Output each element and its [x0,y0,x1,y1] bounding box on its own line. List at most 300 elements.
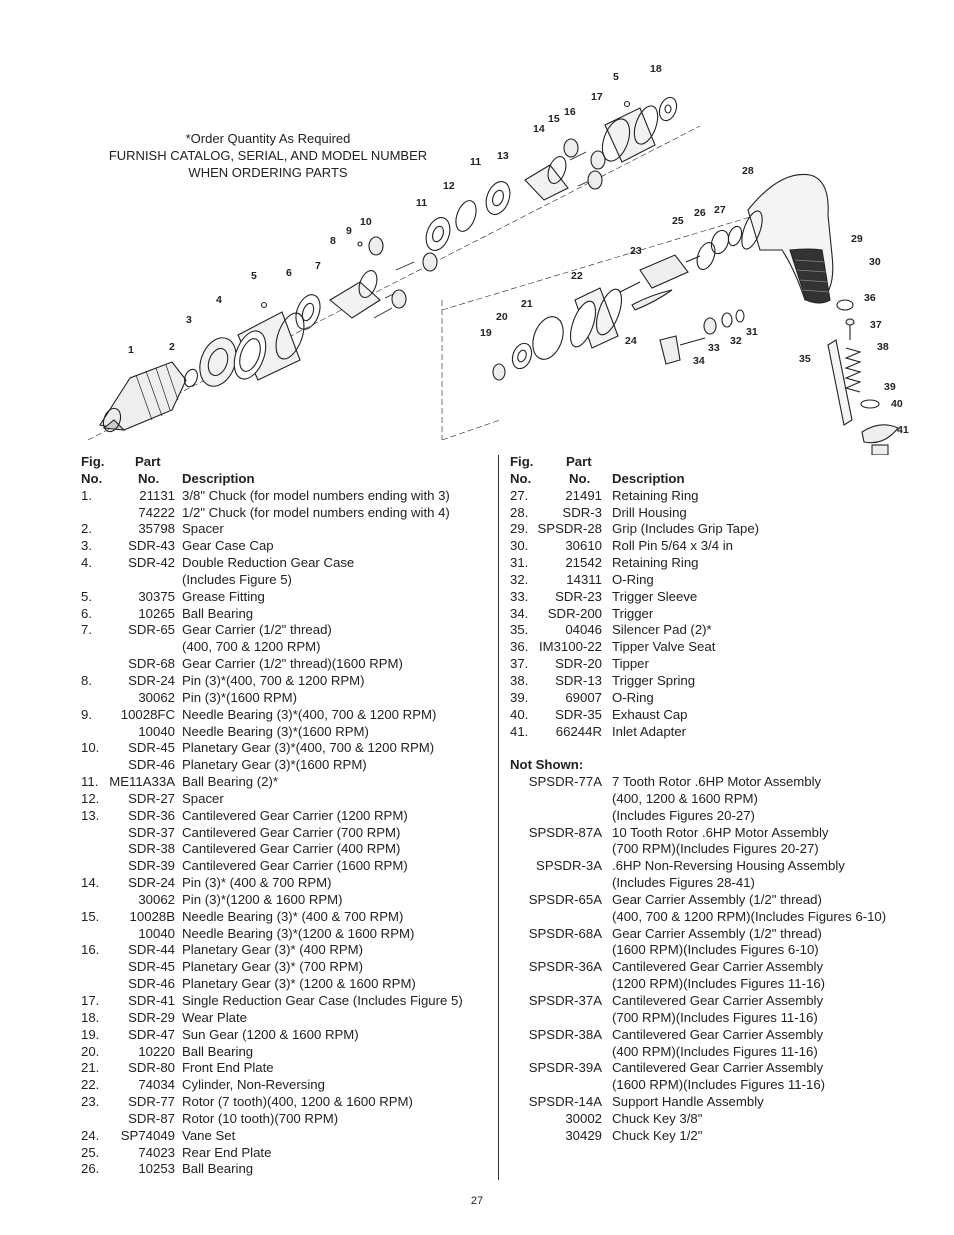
part-number: 30062 [138,891,175,907]
part-number: 10265 [138,605,175,621]
callout-label: 6 [286,267,292,279]
table-row [81,976,491,993]
part-description: Double Reduction Gear Case [182,555,355,571]
fig-number: 37. [510,656,529,672]
header-description: Description [612,470,685,486]
table-row [81,825,491,842]
part-description: Cantilevered Gear Carrier (1200 RPM) [182,807,408,823]
order-note-line-1: *Order Quantity As Required [185,131,351,146]
callout-label: 3 [186,314,192,326]
part-number: 30429 [565,1127,602,1143]
part-description: Chuck Key 3/8" [612,1110,703,1126]
callout-label: 37 [870,319,882,331]
part-number: SDR-3 [562,504,602,520]
part-description: Pin (3)* (400 & 700 RPM) [182,875,332,891]
fig-number: 29. [510,521,529,537]
fig-number: 23. [81,1094,100,1110]
fig-number: 14. [81,875,100,891]
part-description: Cantilevered Gear Carrier (1600 RPM) [182,858,408,874]
part-number: SDR-46 [128,976,175,992]
part-number: 10040 [138,925,175,941]
callout-label: 33 [708,342,720,354]
callout-label: 16 [564,106,576,118]
callout-label: 10 [360,216,372,228]
fig-number: 6. [81,605,92,621]
table-row [81,1077,491,1094]
part-number: 30002 [565,1110,602,1126]
part-description: (Includes Figure 5) [182,571,292,587]
table-row [510,774,920,791]
table-row [81,757,491,774]
table-row [510,892,920,909]
fig-number: 28. [510,504,529,520]
table-row [81,1027,491,1044]
callout-label: 26 [694,207,706,219]
table-row [510,808,920,825]
fig-number: 5. [81,588,92,604]
part-number: 10040 [138,723,175,739]
part-description: (Includes Figures 28-41) [612,875,755,891]
fig-number: 11. [81,774,99,790]
part-description: Gear Case Cap [182,538,274,554]
header-fig: Fig. [81,454,105,469]
vane-set-part [632,290,672,310]
table-row [510,555,920,572]
order-note-line-3: WHEN ORDERING PARTS [188,165,348,180]
tipper-valve-seat-part [837,300,853,310]
part-description: Sun Gear (1200 & 1600 RPM) [182,1026,359,1042]
header-part: Part [566,454,592,469]
table-row [81,505,491,522]
part-number: 21542 [565,555,602,571]
part-description: Ball Bearing [182,1043,254,1059]
part-number: 35798 [138,521,175,537]
table-header-row-2 [81,471,491,488]
table-row [81,690,491,707]
part-number: SDR-45 [128,740,175,756]
part-description: 10 Tooth Rotor .6HP Motor Assembly [612,824,829,840]
page-number: 27 [470,1195,484,1207]
tipper-part [846,319,854,340]
part-number: SDR-29 [128,1009,175,1025]
table-row [81,606,491,623]
part-number: SDR-65 [128,622,175,638]
table-row [510,707,920,724]
chuck-part [100,362,186,434]
callout-label: 7 [315,260,321,272]
table-row [81,488,491,505]
table-row [81,841,491,858]
fig-number: 27. [510,487,529,503]
part-description: (400, 1200 & 1600 RPM) [612,790,758,806]
ball-bearing-6-part [292,291,325,332]
fig-number: 36. [510,639,529,655]
fig-number: 31. [510,555,529,571]
part-description: Tipper Valve Seat [612,639,716,655]
fig-number: 26. [81,1161,100,1177]
part-description: O-Ring [612,571,654,587]
silencer-pad-part [828,340,852,425]
table-header-row-1 [81,454,491,471]
part-description: Spacer [182,790,224,806]
part-description: (1600 RPM)(Includes Figures 6-10) [612,942,819,958]
header-fig-no: No. [81,470,103,486]
single-reduction-gear-case-part [597,102,662,165]
part-description: Trigger [612,605,654,621]
part-number: 21491 [565,487,602,503]
fig-number: 17. [81,993,100,1008]
callout-label: 20 [496,311,508,323]
callout-label: 40 [891,398,903,410]
callout-label: 34 [693,355,705,367]
fig-number: 8. [81,672,92,688]
table-row [81,959,491,976]
part-description: Inlet Adapter [612,723,687,739]
part-description: Cantilevered Gear Carrier Assembly [612,1060,824,1076]
part-number: SDR-200 [547,605,602,621]
part-number: SDR-38 [128,841,175,857]
part-description: Trigger Spring [612,672,696,688]
table-row [510,926,920,943]
part-description: (400, 700 & 1200 RPM)(Includes Figures 6-10) [612,908,887,924]
table-row [81,808,491,825]
part-description: 1/2" Chuck (for model numbers ending with 4) [182,504,450,520]
table-row [81,926,491,943]
table-row [81,521,491,538]
part-number: SDR-37 [128,824,175,840]
fig-number: 22. [81,1077,100,1093]
part-description: Roll Pin 5/64 x 3/4 in [612,538,733,554]
callout-label: 36 [864,292,876,304]
part-number: 66244R [555,723,602,739]
part-description: Gear Carrier Assembly (1/2" thread) [612,891,822,907]
part-description: Rotor (10 tooth)(700 RPM) [182,1110,339,1126]
callout-label: 30 [869,256,881,268]
part-description: Spacer [182,521,224,537]
part-description: Needle Bearing (3)*(400, 700 & 1200 RPM) [182,706,437,722]
table-row [510,1077,920,1094]
fig-number: 32. [510,571,529,587]
table-row [81,909,491,926]
table-row [81,673,491,690]
part-description: Cylinder, Non-Reversing [182,1077,325,1093]
fig-number: 10. [81,740,100,756]
table-row [510,1128,920,1145]
part-description: Cantilevered Gear Carrier Assembly [612,1026,824,1042]
table-row [81,707,491,724]
part-number: SDR-47 [128,1026,175,1042]
callout-label: 12 [443,180,455,192]
callout-label: 11 [470,156,482,168]
table-row [510,538,920,555]
callout-label: 14 [533,123,545,135]
table-row [510,488,920,505]
part-description: Gear Carrier Assembly (1/2" thread) [612,925,822,941]
part-description: Exhaust Cap [612,706,688,722]
table-row [510,841,920,858]
table-row [510,673,920,690]
table-row [510,521,920,538]
table-row [510,589,920,606]
part-number: SPSDR-77A [528,774,602,790]
column-divider [498,455,499,1180]
exhaust-cap-part [862,425,898,443]
part-number: IM3100-22 [538,639,602,655]
fig-number: 16. [81,942,100,958]
part-number: SPSDR-28 [537,521,602,537]
part-description: Planetary Gear (3)*(400, 700 & 1200 RPM) [182,740,435,756]
callout-label: 41 [897,424,909,436]
trigger-spring-part [846,348,860,392]
table-row [81,1128,491,1145]
table-row [81,555,491,572]
part-number: SPSDR-37A [528,993,602,1008]
part-number: 21131 [139,487,175,503]
header-part-no: No. [569,470,591,486]
part-number: 10028B [129,908,175,924]
part-number: SDR-68 [128,656,175,672]
fig-number: 1. [81,487,92,503]
table-row [81,538,491,555]
part-description: Needle Bearing (3)*(1600 RPM) [182,723,369,739]
part-number: SPSDR-87A [528,824,602,840]
callout-label: 21 [521,298,533,310]
fig-number: 20. [81,1043,100,1059]
fig-number: 13. [81,807,100,823]
parts-list-left [81,454,491,1178]
table-row [510,875,920,892]
fig-number: 34. [510,605,529,621]
callout-label: 1 [128,344,134,356]
fig-number: 18. [81,1009,100,1025]
fig-number: 30. [510,538,529,554]
table-row [81,740,491,757]
part-description: Needle Bearing (3)* (400 & 700 RPM) [182,908,404,924]
table-row [510,909,920,926]
table-row [81,1010,491,1027]
part-description: Needle Bearing (3)*(1200 & 1600 RPM) [182,925,415,941]
table-row [510,976,920,993]
table-row [81,1111,491,1128]
part-description: Grease Fitting [182,588,265,604]
part-description: Cantilevered Gear Carrier Assembly [612,993,824,1008]
table-row [81,1094,491,1111]
table-row [510,1111,920,1128]
front-end-plate-part [527,313,568,364]
callout-label: 22 [571,270,583,282]
table-row [510,1010,920,1027]
table-row [81,875,491,892]
part-description: Pin (3)*(400, 700 & 1200 RPM) [182,672,365,688]
fig-number: 7. [81,622,92,638]
table-row [81,656,491,673]
wear-plate-part [656,95,679,123]
table-row [81,724,491,741]
ball-bearing-26-part [708,228,731,256]
part-number: SPSDR-39A [528,1060,602,1076]
part-number: 30062 [138,689,175,705]
table-row [510,1027,920,1044]
part-number: SDR-13 [555,672,602,688]
part-description: Rear End Plate [182,1144,272,1160]
rear-end-plate-part [694,240,719,272]
part-description: Retaining Ring [612,487,699,503]
fig-number: 9. [81,706,92,722]
table-row [510,622,920,639]
table-row [81,791,491,808]
callout-label: 4 [216,294,222,306]
part-number: SP74049 [120,1127,175,1143]
rotor-part [620,255,700,292]
table-row [81,993,491,1010]
part-description: Pin (3)*(1600 RPM) [182,689,298,705]
table-row [81,1044,491,1061]
order-note [78,130,458,181]
table-row [510,791,920,808]
not-shown-heading [510,757,920,774]
table-row [81,1161,491,1178]
parts-rows-right [510,488,920,741]
table-row [510,942,920,959]
part-number: SDR-87 [128,1110,175,1126]
part-number: SPSDR-36A [528,959,602,975]
part-number: SDR-27 [128,790,175,806]
fig-number: 40. [510,706,529,722]
table-header-row-1 [510,454,920,471]
table-row [510,1044,920,1061]
part-number: SDR-80 [128,1060,175,1076]
part-number: 74023 [138,1144,175,1160]
retaining-ring-27-part [726,225,744,248]
fig-number: 15. [81,908,100,924]
part-number: SDR-23 [555,588,602,604]
part-description: (700 RPM)(Includes Figures 20-27) [612,841,819,857]
parts-rows-left [81,488,491,1179]
part-description: Tipper [612,656,649,672]
part-number: SDR-46 [128,757,175,773]
part-description: Silencer Pad (2)* [612,622,712,638]
fig-number: 12. [81,790,100,806]
spacer-part [182,367,199,388]
part-number: SDR-45 [128,959,175,975]
part-description: (1600 RPM)(Includes Figures 11-16) [612,1077,826,1093]
not-shown-label: Not Shown: [510,757,584,773]
callout-label: 8 [330,235,336,247]
exploded-view-diagram [0,0,954,455]
table-row [510,690,920,707]
part-description: (400 RPM)(Includes Figures 11-16) [612,1043,818,1059]
planetary-gears-16-part [564,139,605,189]
double-reduction-gear-case-part [228,303,309,384]
fig-number: 24. [81,1127,100,1143]
part-description: Single Reduction Gear Case (Includes Figure 5) [182,993,463,1008]
part-number: 74034 [138,1077,175,1093]
callout-label: 9 [346,225,352,237]
table-row [510,1060,920,1077]
part-number: SDR-43 [128,538,175,554]
part-description: Gear Carrier (1/2" thread) [182,622,332,638]
callout-label: 27 [714,204,726,216]
table-row [81,858,491,875]
part-description: Planetary Gear (3)*(1600 RPM) [182,757,367,773]
fig-number: 41. [510,723,529,739]
part-description: Planetary Gear (3)* (400 RPM) [182,942,364,958]
fig-number: 3. [81,538,92,554]
part-description: O-Ring [612,689,654,705]
fig-number: 39. [510,689,529,705]
table-row [510,825,920,842]
table-row [510,639,920,656]
part-number: SPSDR-38A [528,1026,602,1042]
table-row [81,942,491,959]
fig-number: 35. [510,622,529,638]
part-description: Pin (3)*(1200 & 1600 RPM) [182,891,343,907]
fig-number: 33. [510,588,529,604]
part-number: SDR-24 [128,672,175,688]
callout-label: 11 [416,197,428,209]
part-number: SDR-36 [128,807,175,823]
part-number: 10220 [138,1043,175,1059]
part-description: Rotor (7 tooth)(400, 1200 & 1600 RPM) [182,1094,413,1110]
callout-label: 13 [497,150,509,162]
callout-label: 31 [746,326,758,338]
table-row [81,639,491,656]
spacer-row [510,740,920,757]
cylinder-part [565,286,626,350]
part-description: Ball Bearing [182,605,254,621]
header-description: Description [182,470,255,486]
callout-label: 17 [591,91,603,103]
part-description: Ball Bearing [182,1161,254,1177]
table-row [81,892,491,909]
callout-label: 5 [251,270,257,282]
ball-bearing-11-part [422,178,514,253]
part-number: 69007 [565,689,602,705]
part-description: (1200 RPM)(Includes Figures 11-16) [612,976,826,992]
callout-label: 38 [877,341,889,353]
fig-number: 19. [81,1026,100,1042]
table-row [81,774,491,791]
table-row [510,572,920,589]
callout-label: 19 [480,327,492,339]
order-note-line-2: FURNISH CATALOG, SERIAL, AND MODEL NUMBER [108,148,428,163]
fig-number: 21. [81,1060,100,1076]
part-number: 14311 [566,571,602,587]
callout-label: 5 [613,71,619,83]
callout-label: 25 [672,215,684,227]
part-number: 10253 [138,1161,175,1177]
part-description: Trigger Sleeve [612,588,698,604]
table-row [510,959,920,976]
header-fig-no: No. [510,470,532,486]
part-description: Wear Plate [182,1009,247,1025]
part-description: Front End Plate [182,1060,274,1076]
table-header-row-2 [510,471,920,488]
part-description: Retaining Ring [612,555,699,571]
part-description: (400, 700 & 1200 RPM) [182,639,321,655]
part-number: 74222 [138,504,175,520]
callout-label: 23 [630,245,642,257]
fig-number: 2. [81,521,92,537]
callout-label: 24 [625,335,637,347]
part-description: (Includes Figures 20-27) [612,807,755,823]
callout-label: 32 [730,335,742,347]
not-shown-rows [510,774,920,1145]
table-row [81,1145,491,1162]
part-number: SDR-24 [128,875,175,891]
callout-label: 39 [884,381,896,393]
header-part-no: No. [138,470,160,486]
